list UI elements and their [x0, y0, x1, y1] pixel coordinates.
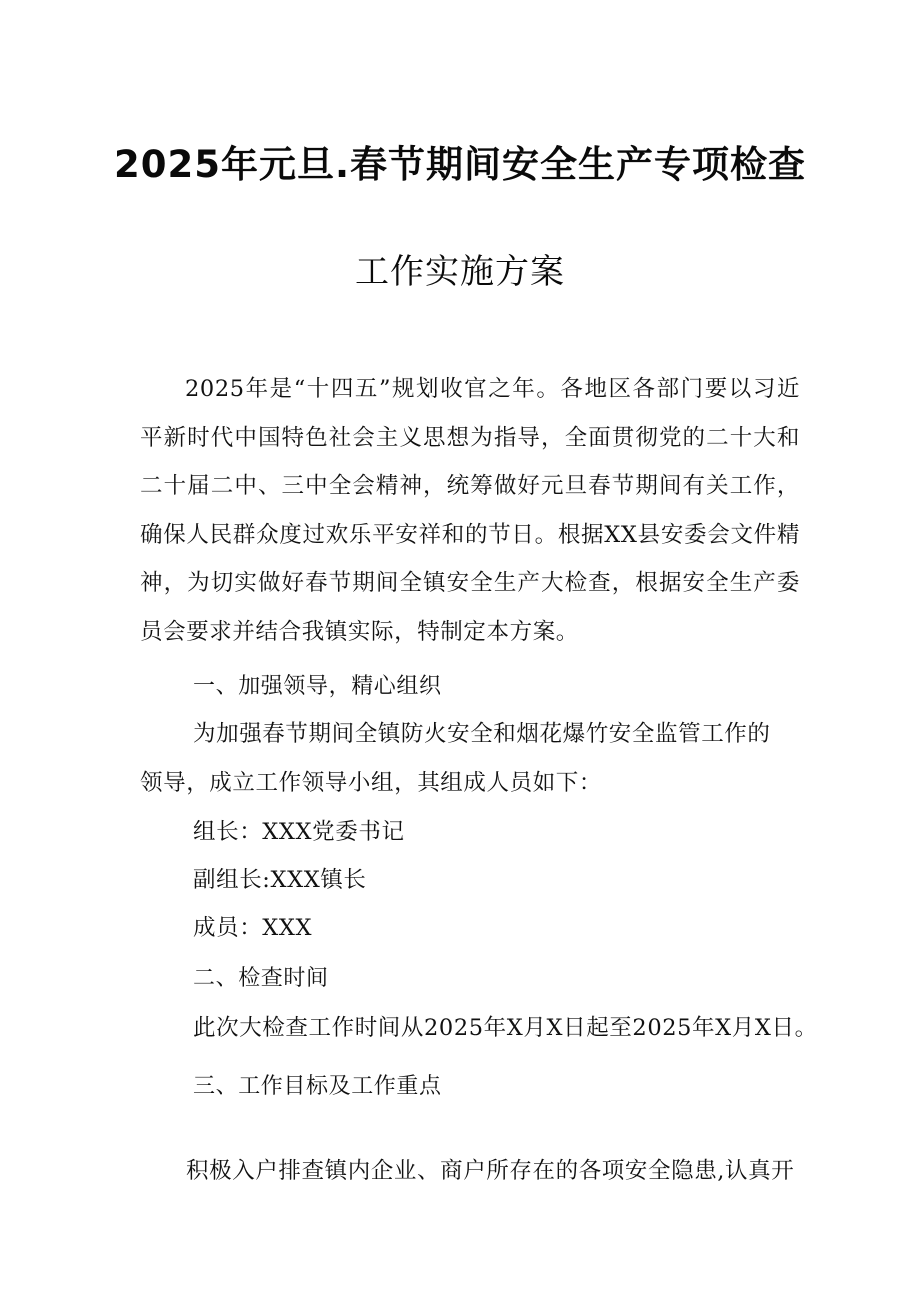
- section-1-heading: 一、加强领导，精心组织: [193, 674, 442, 699]
- section-3-paragraph-start: 积极入户排查镇内企业、商户所存在的各项安全隐患,认真开: [186, 1158, 795, 1184]
- section-1-paragraph-line-1: 为加强春节期间全镇防火安全和烟花爆竹安全监管工作的: [193, 721, 771, 747]
- document-title-line-1: 2025年元旦.春节期间安全生产专项检查: [113, 143, 807, 186]
- member-deputy-leader: 副组长:XXX镇长: [193, 867, 367, 893]
- section-2-heading: 二、检查时间: [193, 966, 329, 991]
- section-1-paragraph-line-2: 领导，成立工作领导小组，其组成人员如下：: [140, 770, 603, 796]
- member-leader: 组长：XXX党委书记: [193, 819, 405, 845]
- intro-paragraph: 2025年是“十四五”规划收官之年。各地区各部门要以习近平新时代中国特色社会主义思想为指导，全面贯彻党的二十大和二十届二中、三中全会精神，统筹做好元旦春节期间有关工作，确保人民群众度过欢乐平安祥和的节日。根据XX县安委会文件精神，为切实做好春节期间全镇安全生产大检查，根据安全生产委员会要求并结合我镇实际，特制定本方案。: [140, 376, 800, 645]
- member-members: 成员：XXX: [193, 915, 313, 941]
- section-3-heading: 三、工作目标及工作重点: [193, 1074, 442, 1099]
- intro-paragraph-block: [140, 365, 800, 656]
- document-title-line-2: 工作实施方案: [355, 252, 565, 292]
- section-2-paragraph: 此次大检查工作时间从2025年X月X日起至2025年X月X日。: [193, 1015, 818, 1041]
